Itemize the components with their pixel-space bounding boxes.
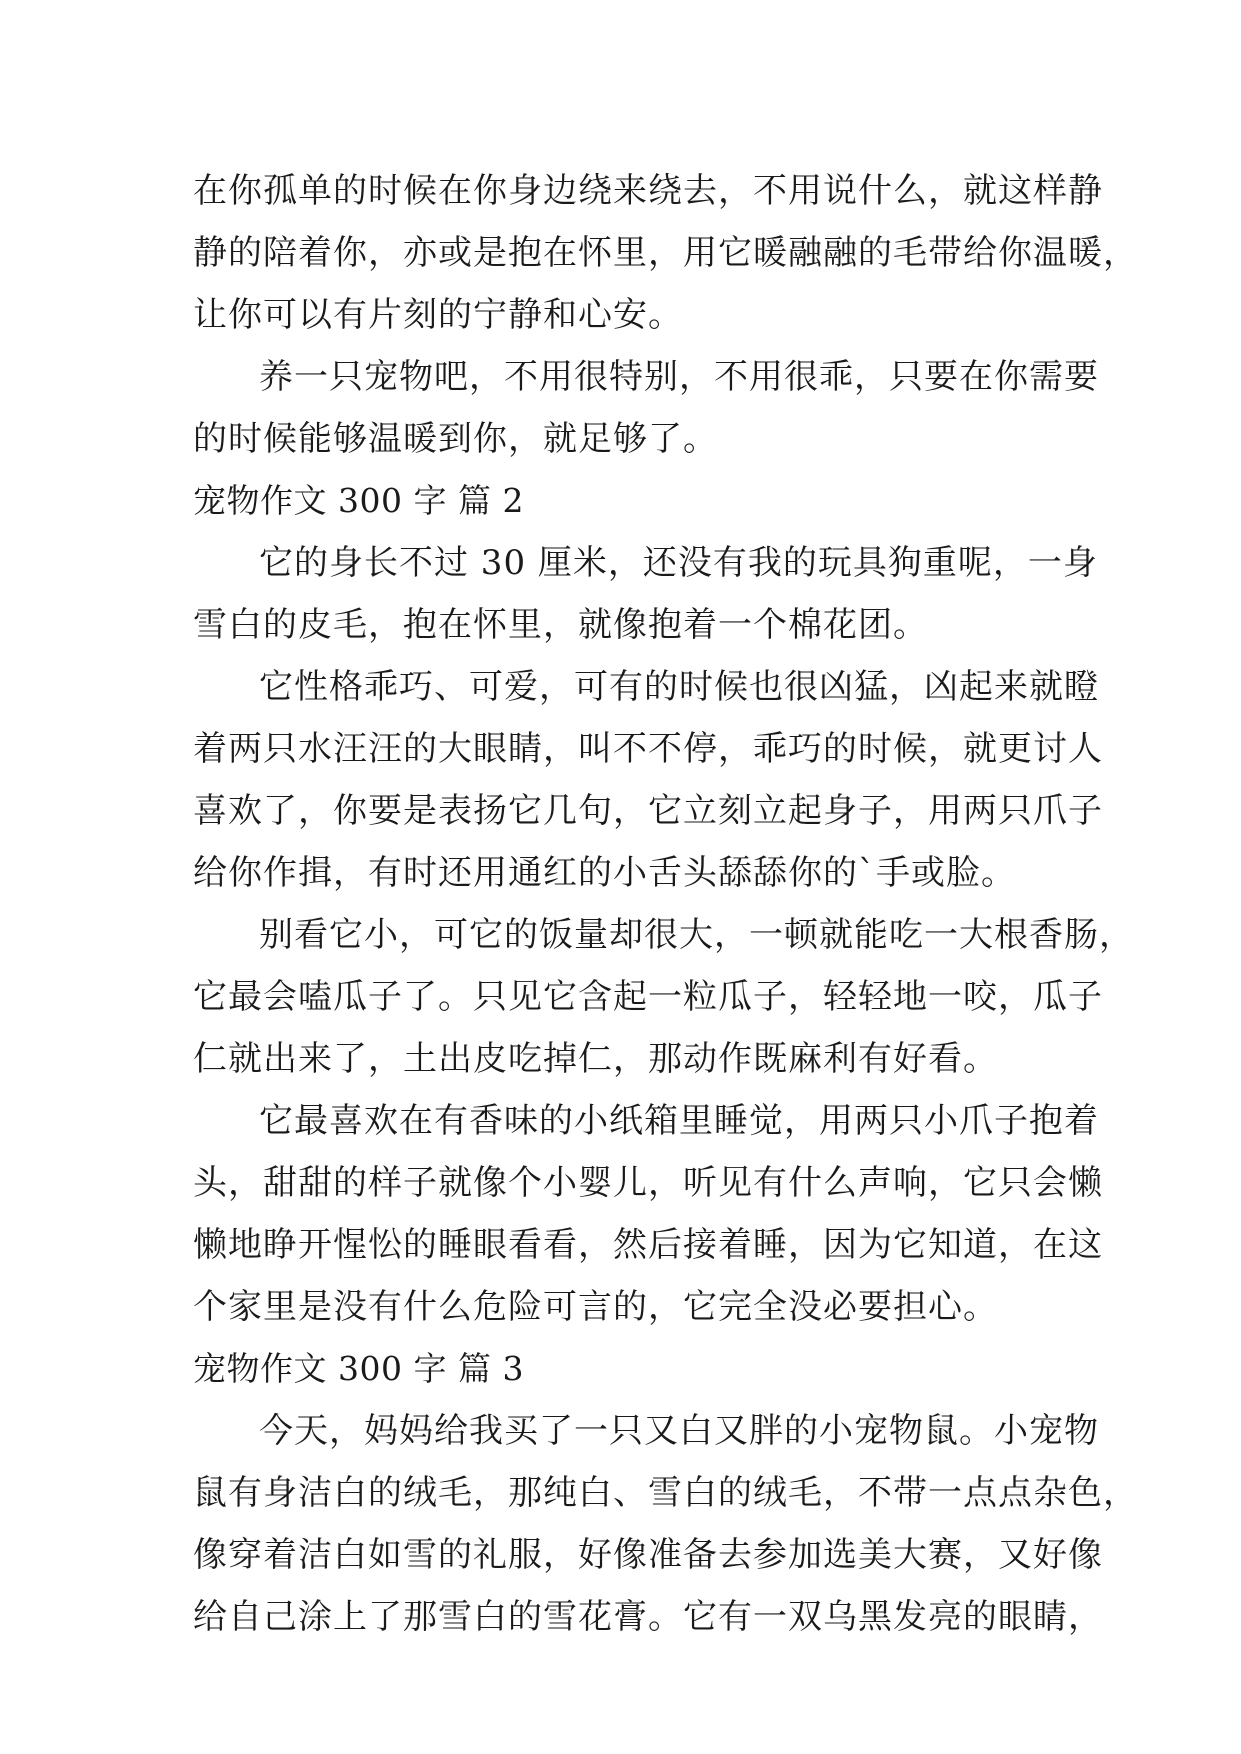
text-line: 它性格乖巧、可爱，可有的时候也很凶猛，凶起来就瞪 bbox=[259, 667, 1099, 707]
text-line: 它最会嗑瓜子了。只见它含起一粒瓜子，轻轻地一咬，瓜子 bbox=[193, 977, 1103, 1017]
text-line: 宠物作文 300 字 篇 2 bbox=[193, 481, 524, 520]
text-line: 喜欢了，你要是表扬它几句，它立刻立起身子，用两只爪子 bbox=[193, 791, 1103, 831]
paragraph bbox=[193, 1090, 1103, 1338]
text-line: 养一只宠物吧，不用很特别，不用很乖，只要在你需要 bbox=[259, 357, 1099, 397]
text-line: 别看它小，可它的饭量却很大，一顿就能吃一大根香肠， bbox=[259, 915, 1134, 955]
text-line: 静的陪着你，亦或是抱在怀里，用它暖融融的毛带给你温暖， bbox=[193, 233, 1138, 273]
paragraph bbox=[193, 346, 1099, 470]
text-line: 今天，妈妈给我买了一只又白又胖的小宠物鼠。小宠物 bbox=[259, 1411, 1099, 1451]
text-line: 像穿着洁白如雪的礼服，好像准备去参加选美大赛，又好像 bbox=[193, 1535, 1103, 1575]
paragraph bbox=[193, 1400, 1138, 1648]
text-line: 仁就出来了，土出皮吃掉仁，那动作既麻利有好看。 bbox=[193, 1039, 998, 1079]
text-line: 个家里是没有什么危险可言的，它完全没必要担心。 bbox=[193, 1287, 998, 1327]
text-line: 宠物作文 300 字 篇 3 bbox=[193, 1349, 524, 1388]
text-line: 在你孤单的时候在你身边绕来绕去，不用说什么，就这样静 bbox=[193, 171, 1103, 211]
text-line: 着两只水汪汪的大眼睛，叫不不停，乖巧的时候，就更讨人 bbox=[193, 729, 1103, 769]
text-line: 让你可以有片刻的宁静和心安。 bbox=[193, 295, 683, 335]
paragraph bbox=[193, 532, 1098, 656]
text-line: 懒地睁开惺忪的睡眼看看，然后接着睡，因为它知道，在这 bbox=[193, 1225, 1103, 1265]
section-heading bbox=[193, 470, 1043, 532]
text-line: 的时候能够温暖到你，就足够了。 bbox=[193, 419, 718, 459]
text-line: 雪白的皮毛，抱在怀里，就像抱着一个棉花团。 bbox=[193, 605, 928, 645]
paragraph bbox=[193, 904, 1134, 1090]
section-heading bbox=[193, 1338, 1043, 1400]
paragraph bbox=[193, 160, 1138, 346]
text-line: 鼠有身洁白的绒毛，那纯白、雪白的绒毛，不带一点点杂色， bbox=[193, 1473, 1138, 1513]
text-line: 它的身长不过 30 厘米，还没有我的玩具狗重呢，一身 bbox=[259, 543, 1098, 583]
text-line: 给你作揖，有时还用通红的小舌头舔舔你的`手或脸。 bbox=[193, 853, 1016, 893]
text-line: 给自己涂上了那雪白的雪花膏。它有一双乌黑发亮的眼睛， bbox=[193, 1597, 1103, 1637]
text-line: 它最喜欢在有香味的小纸箱里睡觉，用两只小爪子抱着 bbox=[259, 1101, 1099, 1141]
text-line: 头，甜甜的样子就像个小婴儿，听见有什么声响，它只会懒 bbox=[193, 1163, 1103, 1203]
paragraph bbox=[193, 656, 1103, 904]
document-body bbox=[193, 160, 1138, 1648]
